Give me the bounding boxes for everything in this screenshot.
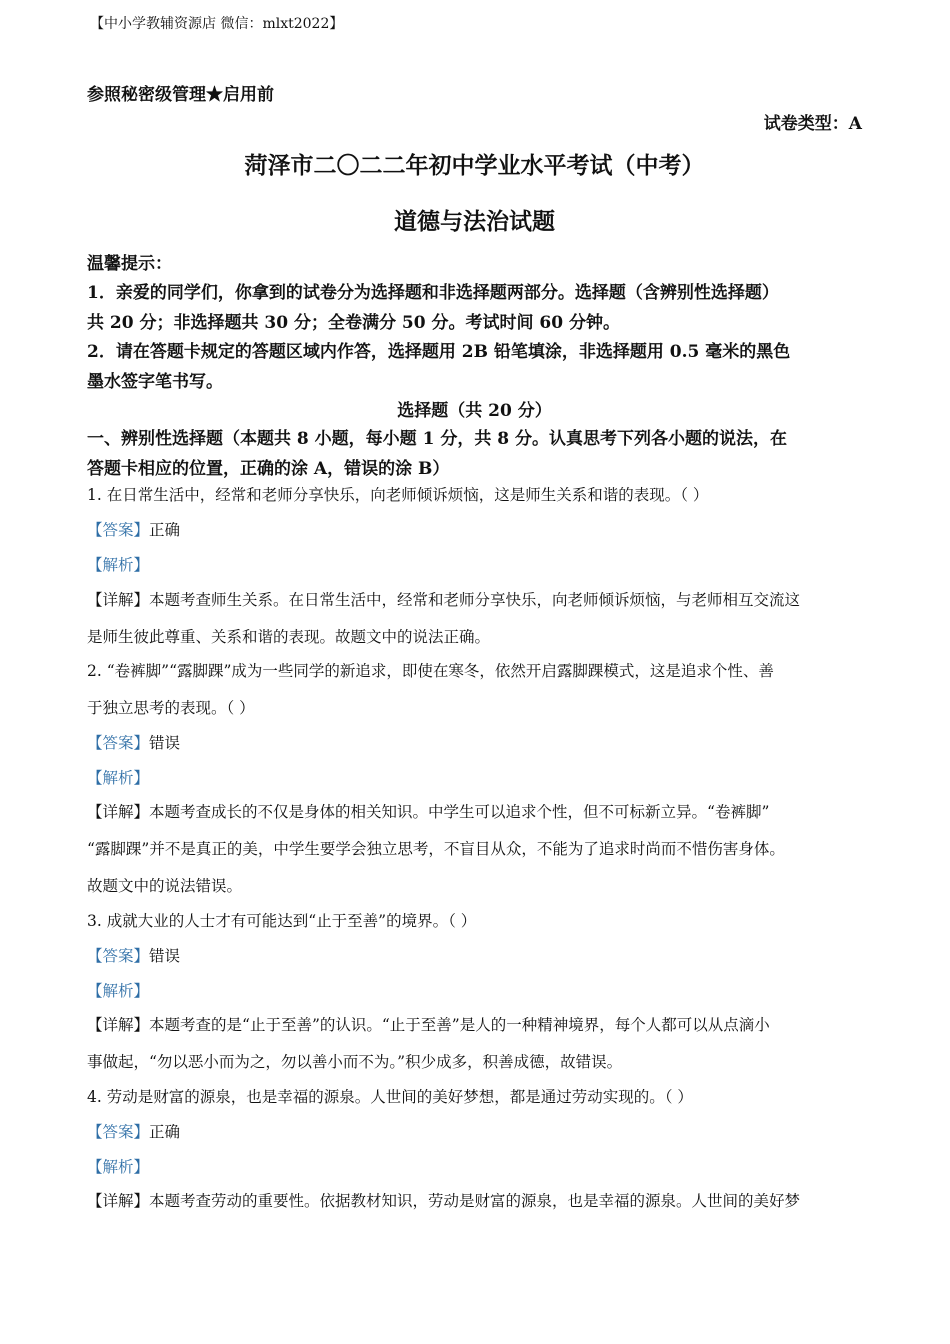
section-heading: 选择题（共 20 分） <box>397 401 552 421</box>
answer-label: 【答案】 <box>87 734 150 752</box>
q2-analysis-label: 【解析】 <box>87 769 150 787</box>
part1-instructions-line-2: 答题卡相应的位置，正确的涂 A，错误的涂 B） <box>87 459 450 479</box>
page-subtitle: 道德与法治试题 <box>394 208 555 235</box>
secret-level: 参照秘密级管理★启用前 <box>87 85 274 105</box>
q3-question: 3. 成就大业的人士才有可能达到“止于至善”的境界。（ ） <box>87 912 477 930</box>
page-title: 菏泽市二〇二二年初中学业水平考试（中考） <box>244 152 705 179</box>
q4-answer <box>87 1120 180 1142</box>
q2-detail-text: 本题考查成长的不仅是身体的相关知识。中学生可以追求个性，但不可标新立异。“卷裤脚” <box>149 803 770 821</box>
q2-question-line-1: 2. “卷裤脚”“露脚踝”成为一些同学的新追求，即使在寒冬，依然开启露脚踝模式，这是追求个性、善 <box>87 662 774 680</box>
q3-detail-text: 本题考查的是“止于至善”的认识。“止于至善”是人的一种精神境界，每个人都可以从点滴小 <box>149 1016 770 1034</box>
tip-1-line-1: 1．亲爱的同学们，你拿到的试卷分为选择题和非选择题两部分。选择题（含辨别性选择题） <box>87 283 779 303</box>
q4-answer-value: 正确 <box>149 1123 181 1141</box>
q1-detail-line-1 <box>87 588 800 610</box>
q1-detail-text: 本题考查师生关系。在日常生活中，经常和老师分享快乐，向老师倾诉烦恼，与老师相互交流这 <box>149 591 801 609</box>
q1-answer <box>87 518 180 540</box>
q2-detail-line-3: 故题文中的说法错误。 <box>87 877 243 895</box>
detail-label: 【详解】 <box>87 1192 150 1210</box>
q1-question: 1. 在日常生活中，经常和老师分享快乐，向老师倾诉烦恼，这是师生关系和谐的表现。（ ） <box>87 486 709 504</box>
answer-label: 【答案】 <box>87 521 150 539</box>
tips-heading: 温馨提示： <box>87 254 172 274</box>
q2-detail-line-1 <box>87 800 769 822</box>
q1-answer-value: 正确 <box>149 521 181 539</box>
q2-answer-value: 错误 <box>149 734 181 752</box>
detail-label: 【详解】 <box>87 803 150 821</box>
q2-question-line-2: 于独立思考的表现。（ ） <box>87 699 255 717</box>
q4-detail-text: 本题考查劳动的重要性。依据教材知识，劳动是财富的源泉，也是幸福的源泉。人世间的美好梦 <box>149 1192 801 1210</box>
q4-analysis-label: 【解析】 <box>87 1158 150 1176</box>
paper-type: 试卷类型：A <box>763 114 862 134</box>
tip-2-line-2: 墨水签字笔书写。 <box>87 372 223 392</box>
q3-answer <box>87 944 180 966</box>
q3-detail-line-2: 事做起，“勿以恶小而为之，勿以善小而不为。”积少成多，积善成德，故错误。 <box>87 1053 623 1071</box>
header-note: 【中小学教辅资源店 微信：mlxt2022】 <box>90 16 344 32</box>
q3-answer-value: 错误 <box>149 947 181 965</box>
answer-label: 【答案】 <box>87 947 150 965</box>
q2-answer <box>87 731 180 753</box>
q4-detail-line-1 <box>87 1189 800 1211</box>
q1-analysis-label: 【解析】 <box>87 556 150 574</box>
q1-detail-line-2: 是师生彼此尊重、关系和谐的表现。故题文中的说法正确。 <box>87 628 491 646</box>
q4-question: 4. 劳动是财富的源泉，也是幸福的源泉。人世间的美好梦想，都是通过劳动实现的。（ ） <box>87 1088 693 1106</box>
q3-analysis-label: 【解析】 <box>87 982 150 1000</box>
part1-instructions-line-1: 一、辨别性选择题（本题共 8 小题，每小题 1 分，共 8 分。认真思考下列各小题的说法，在 <box>87 429 787 449</box>
tip-2-line-1: 2．请在答题卡规定的答题区域内作答，选择题用 2B 铅笔填涂，非选择题用 0.5 毫米的黑色 <box>87 342 791 362</box>
detail-label: 【详解】 <box>87 591 150 609</box>
tip-1-line-2: 共 20 分；非选择题共 30 分；全卷满分 50 分。考试时间 60 分钟。 <box>87 313 620 333</box>
answer-label: 【答案】 <box>87 1123 150 1141</box>
detail-label: 【详解】 <box>87 1016 150 1034</box>
q2-detail-line-2: “露脚踝”并不是真正的美，中学生要学会独立思考，不盲目从众，不能为了追求时尚而不惜伤害身体。 <box>87 840 785 858</box>
q3-detail-line-1 <box>87 1013 770 1035</box>
